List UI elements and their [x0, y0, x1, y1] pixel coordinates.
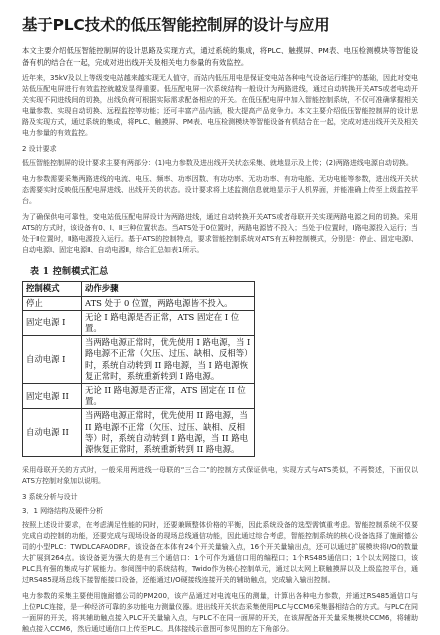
- table-caption: 表 1 控制模式汇总: [30, 267, 109, 278]
- abstract-paragraph: 本文主要介绍低压智能控制屏的设计思路及实现方式，通过系统的集成，将PLC、触摸屏、PM表、电压检测模块等智能设备有机的结合在一起，完成对进出线开关及相关电力参量的有效监控。: [22, 46, 418, 67]
- table-row: [23, 310, 255, 335]
- mode-cell: 自动电源 I: [23, 336, 82, 384]
- hardware-paragraph-2: 电力参数的采集主要使用施耐德公司的PM200，该产品通过对电流电压的测量，计算出各种电力参数，并通过RS485通信口与上位PLC连接，是一种经济可靠的多功能电力测量仪器。进出线开关状态采集使用PLC与CCM6采集器相结合的方式。与PLC在同一面屏的开关，将其辅助触点接入PLC开关量输入点，与PLC不在同一面屏的开关，在该屏配备开关量采集模块CCM6，将辅助触点接入CCM6，然后通过通信口上传至PLC。具体接线示意图可参见图的左下角部分。: [22, 592, 418, 634]
- requirement-paragraph-3: 为了确保供电可靠性，变电站低压配电屏设计为两路进线，通过自动转换开关ATS或者母联开关实现两路电源之间的切换。采用ATS的方式时，该设备有0、I、Ⅱ三种位置状态。当ATS处于0位置时，两路电源皆不投入；当处于I位置时，I路电源投入运行；当处于Ⅱ位置时，Ⅱ路电源投入运行。基于ATS的控制特点，要求智能控制系统对ATS有五种控制模式，分别是：停止、固定电源I、自动电源I、固定电源Ⅱ、自动电源Ⅱ，综合汇总如表1所示。: [22, 213, 418, 255]
- mode-cell: 自动电源 II: [23, 409, 82, 457]
- requirement-paragraph-1: 低压智能控制屏的设计要求主要有两部分：(1)电力参数及进出线开关状态采集、就地显示及上传；(2)两路进线电源自动切换。: [22, 159, 413, 168]
- table-row: [23, 336, 255, 384]
- section-2-heading: 2 设计要求: [22, 145, 57, 154]
- section-3-heading: 3 系统分析与设计: [22, 493, 78, 502]
- after-table-paragraph: 采用母联开关的方式时，一般采用两进线一母联的“三合二”的控制方式保证供电，实现方式与ATS类似，不再赘述，下面仅以ATS方控制对象加以说明。: [22, 466, 418, 486]
- requirement-paragraph-2: 电力参数需要采集两路进线的电流、电压、频率、功率因数、有功功率、无功功率、有功电能、无功电能等参数，进出线开关状态需要实时反映低压配电屏进线、出线开关的状态。设计要求将上述监测信息就地显示于人机界面，并能准确上传至上级监控平台。: [22, 175, 418, 206]
- control-mode-table: [22, 281, 255, 457]
- intro-paragraph: 近年来，35kV及以上等级变电站越来越实现无人值守，而站内低压用电是保证变电站各种电气设备运行维护的基础，因此对变电站低压配电屏进行有效监控就越发显得重要。低压配电屏一次系统结构一般设计为两路进线，通过自动转换开关ATS或者电动开关实现不同进线间的切换，出线负荷可根据实际需求配备相应的开关。在低压配电屏中加入智能控制系统，不仅可准确掌握相关电量参数、实现自动切换、远程监控等功能；还可丰富产品内涵，极大提高产品竞争力。本文主要介绍低压智能控制屏的设计思路及实现方式，通过系统的集成，将PLC、触摸屏、PM表、电压检测模块等智能设备有机结合在一起，完成对进出线开关及相关电力参量的有效监控。: [22, 74, 418, 138]
- action-cell: 当两路电源正常时，优先使用 I 路电源，当 I 路电源不正常（欠压、过压、缺相、反相等）时，系统自动转到 II 路电源，当 I 路电源恢复正常时，系统重新转到 I 路电源。: [82, 336, 255, 384]
- mode-cell: 固定电源 II: [23, 384, 82, 409]
- table-row: [23, 384, 255, 409]
- table-header-cell: 控制模式: [23, 282, 82, 296]
- section-3-1-heading: 3．1 网络结构及硬件分析: [22, 507, 104, 516]
- table-row: [23, 409, 255, 457]
- action-cell: 无论 II 路电源是否正常，ATS 固定在 II 位置。: [82, 384, 255, 409]
- document-title: 基于PLC技术的低压智能控制屏的设计与应用: [22, 16, 330, 34]
- mode-cell: 固定电源 I: [23, 310, 82, 335]
- table-header-row: [23, 282, 255, 296]
- hardware-paragraph-1: 按照上述设计要求，在考虑满足性能的同时，还要兼顾整体价格的平衡，因此系统设备的选型需慎重考虑。智能控制系统不仅要完成自动控制的功能，还要完成与现场设备的现场总线通信功能，因此通过综合考虑，智能控制系统的核心设备选择了施耐德公司的小型PLC：TWDLCAFA0DRF。该设备在本体有24个开关量输入点，16个开关量输出点，还可以通过扩展模块将I/O的数量大扩展到264点。该设备更为强大的是有三个通信口：1个可作为通信口用的编程口；1个RS485通信口；1个以太网接口，该PLC具有强的集成与扩展能力。参阅图中的系统结构，Twido作为核心控制单元，通过以太网上联触摸屏以及上级监控平台，通过RS485现场总线下接智能接口设备，还能通过I/O硬接线连接开关的辅助触点，完成输入输出控制。: [22, 521, 418, 585]
- table-header-cell: 动作步骤: [82, 282, 255, 296]
- action-cell: 当两路电源正常时，优先使用 II 路电源，当 II 路电源不正常（欠压、过压、缺相、反相等）时，系统自动转到 I 路电源，当 II 路电源恢复正常时，系统重新转到 II 路电源。: [82, 409, 255, 457]
- table-row: [23, 296, 255, 310]
- mode-cell: 停止: [23, 296, 82, 310]
- action-cell: ATS 处于 0 位置，两路电源皆不投入。: [82, 296, 255, 310]
- action-cell: 无论 I 路电源是否正常，ATS 固定在 I 位置。: [82, 310, 255, 335]
